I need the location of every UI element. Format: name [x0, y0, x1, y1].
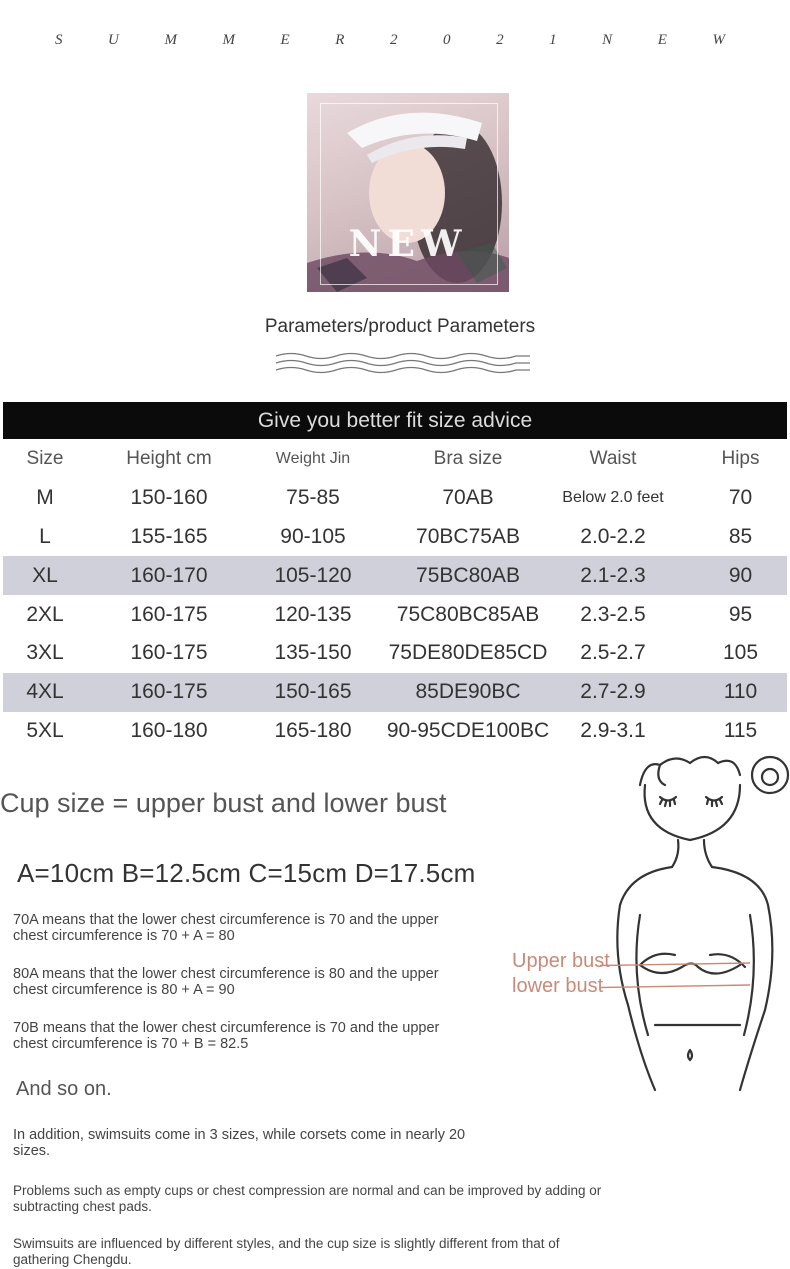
note-cup-problems: Problems such as empty cups or chest compression are normal and can be improved by adding or subtracting chest pads.: [13, 1183, 602, 1214]
height-cell: 150-160: [130, 486, 208, 510]
table-column-headers: [3, 440, 787, 479]
height-cell: 160-180: [130, 718, 208, 742]
height-cell: 160-175: [130, 680, 208, 704]
table-row: [3, 673, 787, 712]
cup-example-70a: 70A means that the lower chest circumference is 70 and the upper chest circumference is 70 + A = 80: [13, 912, 439, 944]
banner-letter: 1: [549, 32, 557, 48]
height-cell: 160-175: [130, 602, 208, 626]
size-cell: 3XL: [26, 641, 64, 665]
column-header-hips: Hips: [721, 448, 760, 470]
weight-cell: 75-85: [286, 486, 340, 510]
upper-bust-label: Upper bust: [512, 950, 610, 972]
table-row: [3, 595, 787, 634]
banner-letter: S: [55, 32, 63, 48]
banner-letter: U: [108, 32, 119, 48]
banner-letter: 0: [443, 32, 451, 48]
bust-measurement-figure-icon: [600, 755, 790, 1100]
and-so-on-text: And so on.: [16, 1078, 112, 1100]
bra-size-cell: 75C80BC85AB: [396, 602, 540, 626]
hips-cell: 70: [728, 486, 753, 510]
section-title: Parameters/product Parameters: [264, 316, 536, 337]
banner-letter: E: [280, 32, 290, 48]
table-row: [3, 556, 787, 595]
size-cell: 4XL: [26, 680, 64, 704]
size-cell: L: [39, 524, 51, 548]
waist-cell: 2.9-3.1: [580, 718, 646, 742]
column-header-bra-size: Bra size: [433, 448, 503, 470]
column-header-weight: Weight Jin: [275, 450, 351, 468]
waist-cell: 2.3-2.5: [580, 602, 646, 626]
weight-cell: 90-105: [280, 524, 346, 548]
height-cell: 160-175: [130, 641, 208, 665]
weight-cell: 165-180: [274, 718, 352, 742]
banner-letter: M: [222, 32, 235, 48]
size-cell: XL: [32, 563, 58, 587]
size-cell: 2XL: [26, 602, 64, 626]
banner-letter: N: [602, 32, 613, 48]
note-swimsuit-styles: Swimsuits are influenced by different styles, and the cup size is slightly different from that of gathering Chengdu.: [13, 1236, 560, 1267]
weight-cell: 105-120: [274, 563, 352, 587]
banner-letter: 2: [389, 32, 398, 48]
bra-size-cell: 70AB: [442, 486, 494, 510]
weight-cell: 150-165: [274, 680, 352, 704]
size-table: [3, 440, 787, 750]
hips-cell: 95: [728, 602, 753, 626]
hips-cell: 105: [722, 641, 759, 665]
note-swimsuit-sizes: In addition, swimsuits come in 3 sizes, while corsets come in nearly 20 sizes.: [13, 1127, 466, 1159]
size-cell: 5XL: [26, 718, 64, 742]
hips-cell: 115: [723, 718, 758, 742]
cup-size-formula: A=10cm B=12.5cm C=15cm D=17.5cm: [17, 858, 476, 888]
table-row: [3, 712, 787, 751]
bra-size-cell: 75DE80DE85CD: [388, 641, 548, 665]
bra-size-cell: 85DE90BC: [415, 680, 521, 704]
banner-letter: 2: [496, 32, 504, 48]
size-table-header: Give you better fit size advice: [3, 402, 787, 439]
height-cell: 160-170: [130, 563, 208, 587]
hips-cell: 90: [728, 563, 753, 587]
cup-size-title: Cup size = upper bust and lower bust: [0, 788, 447, 818]
waist-cell: 2.7-2.9: [580, 680, 646, 704]
banner-letter: R: [335, 32, 345, 48]
hips-cell: 110: [723, 680, 758, 704]
summer-2021-new-banner: [55, 32, 725, 54]
waist-cell: Below 2.0 feet: [562, 489, 664, 507]
new-overlay-text: NEW: [348, 223, 468, 265]
bra-size-cell: 70BC75AB: [416, 524, 520, 548]
size-cell: M: [36, 486, 54, 510]
model-photo: [307, 93, 509, 292]
table-row: [3, 634, 787, 673]
banner-letter: E: [657, 32, 667, 48]
wave-divider-icon: [274, 350, 532, 376]
lower-bust-label: lower bust: [512, 975, 604, 997]
hips-cell: 85: [728, 524, 753, 548]
table-row: [3, 518, 787, 557]
weight-cell: 135-150: [274, 641, 352, 665]
banner-letter: M: [164, 32, 177, 48]
table-row: [3, 479, 787, 518]
banner-letter: W: [712, 32, 725, 48]
bra-size-cell: 90-95CDE100BC: [386, 718, 550, 742]
cup-example-80a: 80A means that the lower chest circumference is 80 and the upper chest circumference is 80 + A = 90: [13, 966, 439, 998]
waist-cell: 2.5-2.7: [580, 641, 646, 665]
column-header-size: Size: [26, 448, 64, 470]
weight-cell: 120-135: [274, 602, 352, 626]
waist-cell: 2.1-2.3: [580, 563, 646, 587]
bra-size-cell: 75BC80AB: [416, 563, 520, 587]
column-header-height: Height cm: [126, 448, 212, 470]
column-header-waist: Waist: [589, 448, 637, 470]
height-cell: 155-165: [130, 524, 208, 548]
waist-cell: 2.0-2.2: [580, 524, 646, 548]
cup-example-70b: 70B means that the lower chest circumference is 70 and the upper chest circumference is 70 + B = 82.5: [13, 1020, 440, 1052]
